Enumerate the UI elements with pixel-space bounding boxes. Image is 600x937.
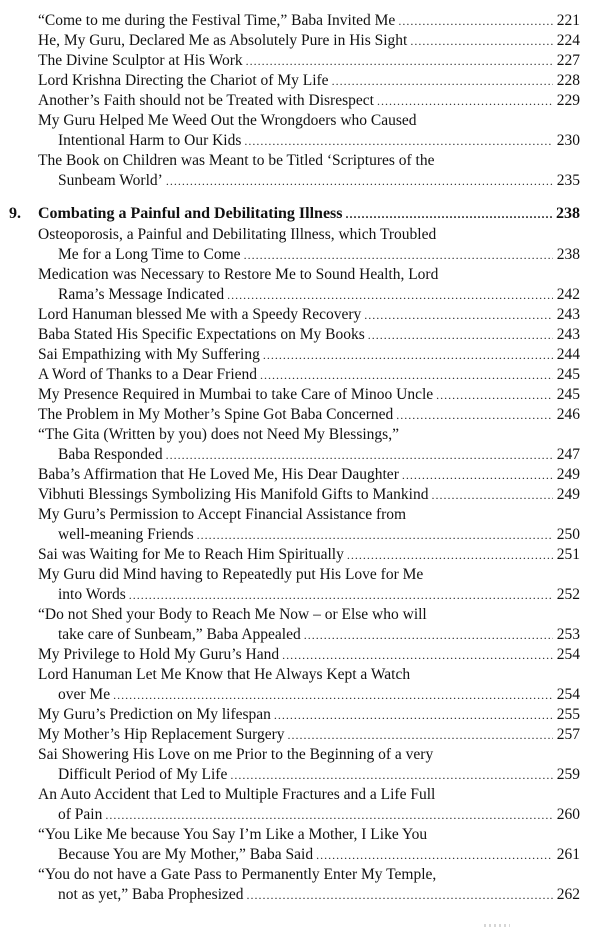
toc-entry (38, 345, 580, 365)
section-title: Combating a Painful and Debilitating Illness (38, 205, 343, 222)
toc-entry (38, 11, 580, 31)
toc-entry-title: My Guru’s Prediction on My lifespan (38, 706, 271, 723)
toc-entry-line (38, 71, 580, 91)
toc-entry-line (38, 665, 580, 685)
toc-entry-line (38, 565, 580, 585)
toc-page-number: 254 (556, 646, 580, 663)
dot-leader (377, 91, 553, 111)
toc-entry-title: Because You are My Mother,” Baba Said (58, 846, 314, 863)
toc-entry-title: The Problem in My Mother’s Spine Got Baba Concerned (38, 406, 394, 423)
toc-entry-continuation (38, 625, 580, 645)
toc-page-number: 252 (556, 586, 580, 603)
toc-page-number: 254 (556, 686, 580, 703)
toc-entry-continuation (38, 445, 580, 465)
toc-page-number: 260 (556, 806, 580, 823)
toc-page-number: 245 (556, 386, 580, 403)
toc-entry (38, 705, 580, 725)
toc-entry-title: “Do not Shed your Body to Reach Me Now – or Else who will (38, 606, 427, 623)
toc-page-number: 229 (556, 92, 580, 109)
toc-entry-title: Medication was Necessary to Restore Me to Sound Health, Lord (38, 266, 439, 283)
dot-leader (368, 325, 553, 345)
dot-leader (166, 171, 553, 191)
toc-entry-title: “You Like Me because You Say I’m Like a Mother, I Like You (38, 826, 428, 843)
toc-entry-title: Baba Responded (58, 446, 163, 463)
toc-entry-line (38, 825, 580, 845)
toc-page-number: 224 (556, 32, 580, 49)
toc-entry (38, 605, 580, 645)
toc-entry-line (38, 545, 580, 565)
toc-entry-line (38, 265, 580, 285)
toc-page-number: 249 (556, 486, 580, 503)
toc-page-number: 247 (556, 446, 580, 463)
toc-entry-title: Intentional Harm to Our Kids (58, 132, 242, 149)
toc-page-number: 251 (556, 546, 580, 563)
toc-entry-title: “Come to me during the Festival Time,” Baba Invited Me (38, 12, 396, 29)
toc-page-number: 255 (556, 706, 580, 723)
toc-entry-line (38, 405, 580, 425)
toc-entry-title: Difficult Period of My Life (58, 766, 228, 783)
toc-entry-continuation (38, 131, 580, 151)
toc-entry-continuation (38, 885, 580, 905)
toc-entry-title: “You do not have a Gate Pass to Permanently Enter My Temple, (38, 866, 437, 883)
toc-entry-title: Sai was Waiting for Me to Reach Him Spiritually (38, 546, 344, 563)
toc-page-number: 261 (556, 846, 580, 863)
toc-entry (38, 51, 580, 71)
toc-entry-title: not as yet,” Baba Prophesized (58, 886, 244, 903)
table-of-contents (0, 11, 600, 905)
toc-entry-continuation (38, 845, 580, 865)
dot-leader (402, 465, 553, 485)
toc-entry-title: “The Gita (Written by you) does not Need My Blessings,” (38, 426, 399, 443)
toc-entry (38, 71, 580, 91)
toc-entry (38, 325, 580, 345)
toc-entry-title: Another’s Faith should not be Treated with Disrespect (38, 92, 374, 109)
toc-entry-continuation (38, 805, 580, 825)
toc-page-number: 235 (556, 172, 580, 189)
dot-leader (244, 131, 553, 151)
dot-leader (244, 245, 553, 265)
toc-entry-line (38, 91, 580, 111)
toc-entry-title: My Privilege to Hold My Guru’s Hand (38, 646, 280, 663)
toc-entry (38, 825, 580, 865)
toc-entry-line (38, 705, 580, 725)
toc-entries-before-section (0, 11, 600, 191)
toc-entry (38, 565, 580, 605)
toc-entry-line (38, 345, 580, 365)
dot-leader (282, 645, 553, 665)
toc-page-number: 249 (556, 466, 580, 483)
dot-leader (129, 585, 553, 605)
toc-entry-continuation (38, 285, 580, 305)
toc-entry-continuation (38, 685, 580, 705)
toc-page-number: 253 (556, 626, 580, 643)
toc-entry-title: He, My Guru, Declared Me as Absolutely Pure in His Sight (38, 32, 408, 49)
toc-entry-continuation (38, 765, 580, 785)
toc-page-number: 227 (556, 52, 580, 69)
toc-entry-line (38, 151, 580, 171)
toc-entry (38, 151, 580, 191)
toc-entry-title: Sunbeam World’ (58, 172, 163, 189)
toc-entry-title: Lord Krishna Directing the Chariot of My Life (38, 72, 329, 89)
toc-entry-title: Baba Stated His Specific Expectations on My Books (38, 326, 365, 343)
toc-entry-line (38, 365, 580, 385)
section-page-number: 238 (556, 205, 580, 222)
toc-entry-title: The Divine Sculptor at His Work (38, 52, 243, 69)
toc-entry-title: My Guru did Mind having to Repeatedly put His Love for Me (38, 566, 424, 583)
toc-entry-continuation (38, 585, 580, 605)
dot-leader (230, 765, 553, 785)
dot-leader (332, 71, 553, 91)
toc-entry-line (38, 645, 580, 665)
toc-entry-title: The Book on Children was Meant to be Titled ‘Scriptures of the (38, 152, 435, 169)
toc-entry-title: Sai Empathizing with My Suffering (38, 346, 260, 363)
toc-entry-line (38, 745, 580, 765)
dot-leader (398, 11, 553, 31)
toc-entry-title: Me for a Long Time to Come (58, 246, 241, 263)
toc-entry-line (38, 425, 580, 445)
toc-entry-line (38, 325, 580, 345)
dot-leader (246, 51, 553, 71)
toc-page-number: 244 (556, 346, 580, 363)
toc-page-number: 257 (556, 726, 580, 743)
toc-entry (38, 665, 580, 705)
toc-entry-line (38, 485, 580, 505)
toc-entry-continuation (38, 525, 580, 545)
section-number: 9. (9, 205, 21, 222)
toc-entry-title: My Presence Required in Mumbai to take Care of Minoo Uncle (38, 386, 434, 403)
toc-entry (38, 545, 580, 565)
toc-entry-title: Rama’s Message Indicated (58, 286, 225, 303)
toc-entry (38, 725, 580, 745)
toc-entry (38, 265, 580, 305)
toc-entries-in-section (0, 225, 600, 905)
dot-leader (113, 685, 553, 705)
dot-leader (410, 31, 553, 51)
dot-leader (197, 525, 553, 545)
toc-page-number: 228 (556, 72, 580, 89)
toc-entry (38, 405, 580, 425)
toc-entry-line (38, 465, 580, 485)
toc-entry (38, 865, 580, 905)
dot-leader (431, 485, 553, 505)
dot-leader (105, 805, 553, 825)
toc-page-number: 250 (556, 526, 580, 543)
toc-entry-line (38, 865, 580, 885)
toc-entry (38, 785, 580, 825)
toc-page-number: 221 (556, 12, 580, 29)
dot-leader (364, 305, 553, 325)
dot-leader (436, 385, 553, 405)
toc-entry (38, 225, 580, 265)
toc-entry-line (38, 785, 580, 805)
toc-entry (38, 745, 580, 785)
toc-page-number: 238 (556, 246, 580, 263)
toc-page-number: 246 (556, 406, 580, 423)
toc-entry (38, 485, 580, 505)
dot-leader (304, 625, 553, 645)
dot-leader (166, 445, 553, 465)
toc-entry-title: Sai Showering His Love on me Prior to the Beginning of a very (38, 746, 434, 763)
dot-leader (227, 285, 553, 305)
toc-entry-title: My Guru Helped Me Weed Out the Wrongdoers who Caused (38, 112, 417, 129)
dot-leader (247, 885, 553, 905)
section-heading (9, 204, 580, 224)
toc-entry-line (38, 305, 580, 325)
toc-entry-title: over Me (58, 686, 111, 703)
toc-entry (38, 425, 580, 465)
toc-entry-title: Lord Hanuman Let Me Know that He Always Kept a Watch (38, 666, 411, 683)
toc-entry-line (38, 505, 580, 525)
toc-entry-title: My Mother’s Hip Replacement Surgery (38, 726, 285, 743)
toc-entry-title: take care of Sunbeam,” Baba Appealed (58, 626, 301, 643)
toc-entry-title: into Words (58, 586, 126, 603)
toc-entry-line (38, 725, 580, 745)
toc-entry-line (38, 51, 580, 71)
toc-entry (38, 645, 580, 665)
toc-entry-title: well-meaning Friends (58, 526, 194, 543)
toc-entry-line (38, 31, 580, 51)
dot-leader (396, 405, 553, 425)
dot-leader (347, 545, 553, 565)
toc-page-number: 245 (556, 366, 580, 383)
dot-leader (346, 204, 554, 224)
toc-entry-continuation (38, 245, 580, 265)
toc-page-number: 259 (556, 766, 580, 783)
dot-leader (263, 345, 553, 365)
toc-entry (38, 111, 580, 151)
toc-entry (38, 505, 580, 545)
dot-leader (288, 725, 553, 745)
toc-entry-title: My Guru’s Permission to Accept Financial Assistance from (38, 506, 407, 523)
toc-entry-title: Baba’s Affirmation that He Loved Me, His Dear Daughter (38, 466, 399, 483)
toc-page-number: 230 (556, 132, 580, 149)
toc-entry-line (38, 225, 580, 245)
toc-entry (38, 365, 580, 385)
toc-entry-continuation (38, 171, 580, 191)
toc-entry-title: A Word of Thanks to a Dear Friend (38, 366, 258, 383)
toc-entry (38, 31, 580, 51)
toc-entry-line (38, 111, 580, 131)
dot-leader (274, 705, 553, 725)
toc-entry-title: Lord Hanuman blessed Me with a Speedy Recovery (38, 306, 362, 323)
scan-mark (484, 924, 510, 927)
toc-entry-title: Osteoporosis, a Painful and Debilitating Illness, which Troubled (38, 226, 437, 243)
toc-entry-line (38, 11, 580, 31)
dot-leader (316, 845, 553, 865)
toc-entry (38, 465, 580, 485)
toc-entry-line (38, 605, 580, 625)
toc-page-number: 262 (556, 886, 580, 903)
dot-leader (260, 365, 553, 385)
toc-entry-title: An Auto Accident that Led to Multiple Fractures and a Life Full (38, 786, 436, 803)
toc-entry-title: Vibhuti Blessings Symbolizing His Manifold Gifts to Mankind (38, 486, 429, 503)
toc-page-number: 243 (556, 306, 580, 323)
toc-page-number: 242 (556, 286, 580, 303)
toc-entry (38, 305, 580, 325)
toc-entry (38, 91, 580, 111)
toc-entry-title: of Pain (58, 806, 103, 823)
toc-page-number: 243 (556, 326, 580, 343)
toc-entry-line (38, 385, 580, 405)
toc-entry (38, 385, 580, 405)
